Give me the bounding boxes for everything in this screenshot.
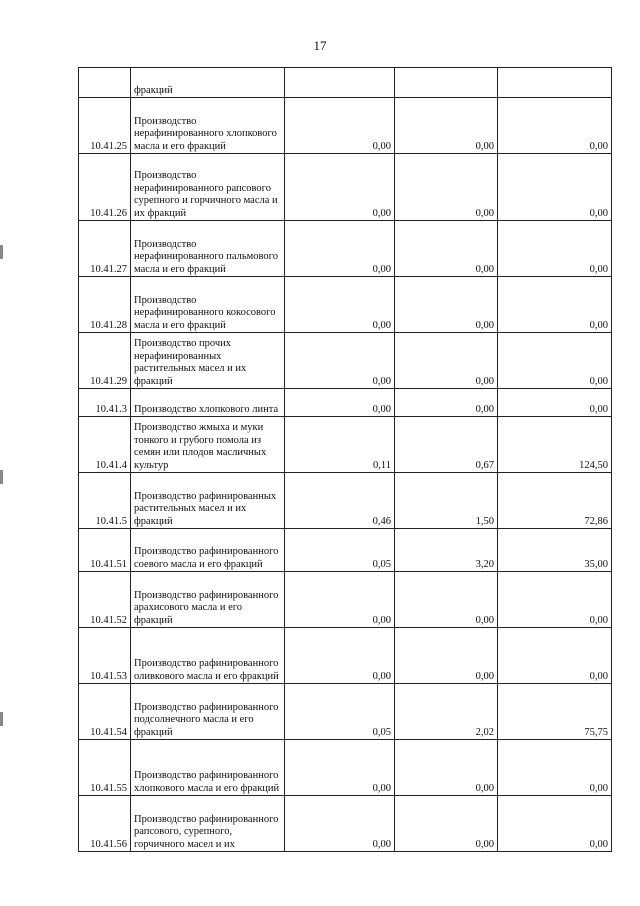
page-number: 17 <box>313 38 327 53</box>
data-table <box>78 67 612 852</box>
row-value-3: 0,00 <box>498 572 612 628</box>
scan-mark <box>0 245 3 259</box>
row-code <box>79 68 131 98</box>
row-name: Производство нерафинированного хлопкового масла и его фракций <box>131 98 285 154</box>
table-row <box>79 740 612 796</box>
row-value-3: 124,50 <box>498 417 612 473</box>
row-value-2: 0,00 <box>395 628 498 684</box>
table-row <box>79 277 612 333</box>
table-row <box>79 154 612 221</box>
row-value-1: 0,00 <box>285 389 395 417</box>
row-value-1: 0,05 <box>285 684 395 740</box>
row-name: Производство жмыха и муки тонкого и грубого помола из семян или плодов масличных культур <box>131 417 285 473</box>
table-body <box>79 68 612 852</box>
row-code: 10.41.3 <box>79 389 131 417</box>
row-code: 10.41.56 <box>79 796 131 852</box>
row-value-2: 0,00 <box>395 333 498 389</box>
row-value-3: 0,00 <box>498 389 612 417</box>
row-value-3: 0,00 <box>498 796 612 852</box>
row-value-1: 0,00 <box>285 98 395 154</box>
row-name: Производство нерафинированного кокосового масла и его фракций <box>131 277 285 333</box>
table-row <box>79 389 612 417</box>
row-value-2: 0,00 <box>395 154 498 221</box>
row-name: Производство прочих нерафинированных растительных масел и их фракций <box>131 333 285 389</box>
table-row <box>79 473 612 529</box>
row-value-2: 3,20 <box>395 529 498 572</box>
table-row <box>79 221 612 277</box>
scan-mark <box>0 712 3 726</box>
row-code: 10.41.4 <box>79 417 131 473</box>
row-name: фракций <box>131 68 285 98</box>
table-row <box>79 68 612 98</box>
table-row <box>79 333 612 389</box>
row-value-2: 0,00 <box>395 740 498 796</box>
row-value-2 <box>395 68 498 98</box>
row-value-1: 0,00 <box>285 221 395 277</box>
row-value-2: 0,67 <box>395 417 498 473</box>
table-row <box>79 529 612 572</box>
row-value-1: 0,00 <box>285 333 395 389</box>
table-row <box>79 684 612 740</box>
row-name: Производство рафинированного арахисового масла и его фракций <box>131 572 285 628</box>
row-value-2: 0,00 <box>395 389 498 417</box>
row-value-3: 0,00 <box>498 740 612 796</box>
row-value-2: 0,00 <box>395 221 498 277</box>
table-row <box>79 572 612 628</box>
row-value-2: 2,02 <box>395 684 498 740</box>
row-name: Производство рафинированного рапсового, сурепного, горчичного масел и их <box>131 796 285 852</box>
row-value-3: 0,00 <box>498 221 612 277</box>
table-row <box>79 628 612 684</box>
row-value-1: 0,05 <box>285 529 395 572</box>
row-code: 10.41.26 <box>79 154 131 221</box>
scan-mark <box>0 470 3 484</box>
row-value-1 <box>285 68 395 98</box>
table-row <box>79 98 612 154</box>
row-value-3: 72,86 <box>498 473 612 529</box>
row-value-1: 0,00 <box>285 796 395 852</box>
row-value-2: 0,00 <box>395 277 498 333</box>
row-name: Производство рафинированного соевого масла и его фракций <box>131 529 285 572</box>
row-name: Производство нерафинированного пальмового масла и его фракций <box>131 221 285 277</box>
row-code: 10.41.54 <box>79 684 131 740</box>
row-value-2: 0,00 <box>395 796 498 852</box>
row-value-3 <box>498 68 612 98</box>
row-name: Производство хлопкового линта <box>131 389 285 417</box>
row-value-3: 35,00 <box>498 529 612 572</box>
row-value-1: 0,00 <box>285 628 395 684</box>
table-row <box>79 796 612 852</box>
row-code: 10.41.5 <box>79 473 131 529</box>
row-name: Производство рафинированного хлопкового масла и его фракций <box>131 740 285 796</box>
row-value-2: 1,50 <box>395 473 498 529</box>
row-value-3: 0,00 <box>498 154 612 221</box>
row-value-3: 0,00 <box>498 98 612 154</box>
row-value-1: 0,46 <box>285 473 395 529</box>
row-code: 10.41.29 <box>79 333 131 389</box>
row-code: 10.41.51 <box>79 529 131 572</box>
row-value-2: 0,00 <box>395 98 498 154</box>
row-code: 10.41.53 <box>79 628 131 684</box>
row-value-3: 0,00 <box>498 628 612 684</box>
row-code: 10.41.55 <box>79 740 131 796</box>
row-name: Производство рафинированного оливкового масла и его фракций <box>131 628 285 684</box>
row-value-3: 75,75 <box>498 684 612 740</box>
row-code: 10.41.25 <box>79 98 131 154</box>
row-code: 10.41.28 <box>79 277 131 333</box>
row-value-1: 0,00 <box>285 572 395 628</box>
row-value-3: 0,00 <box>498 333 612 389</box>
row-value-1: 0,11 <box>285 417 395 473</box>
row-name: Производство нерафинированного рапсового сурепного и горчичного масла и их фракций <box>131 154 285 221</box>
row-code: 10.41.27 <box>79 221 131 277</box>
row-code: 10.41.52 <box>79 572 131 628</box>
row-value-1: 0,00 <box>285 740 395 796</box>
row-value-3: 0,00 <box>498 277 612 333</box>
table-row <box>79 417 612 473</box>
row-value-2: 0,00 <box>395 572 498 628</box>
row-value-1: 0,00 <box>285 154 395 221</box>
row-value-1: 0,00 <box>285 277 395 333</box>
row-name: Производство рафинированного подсолнечного масла и его фракций <box>131 684 285 740</box>
row-name: Производство рафинированных растительных масел и их фракций <box>131 473 285 529</box>
